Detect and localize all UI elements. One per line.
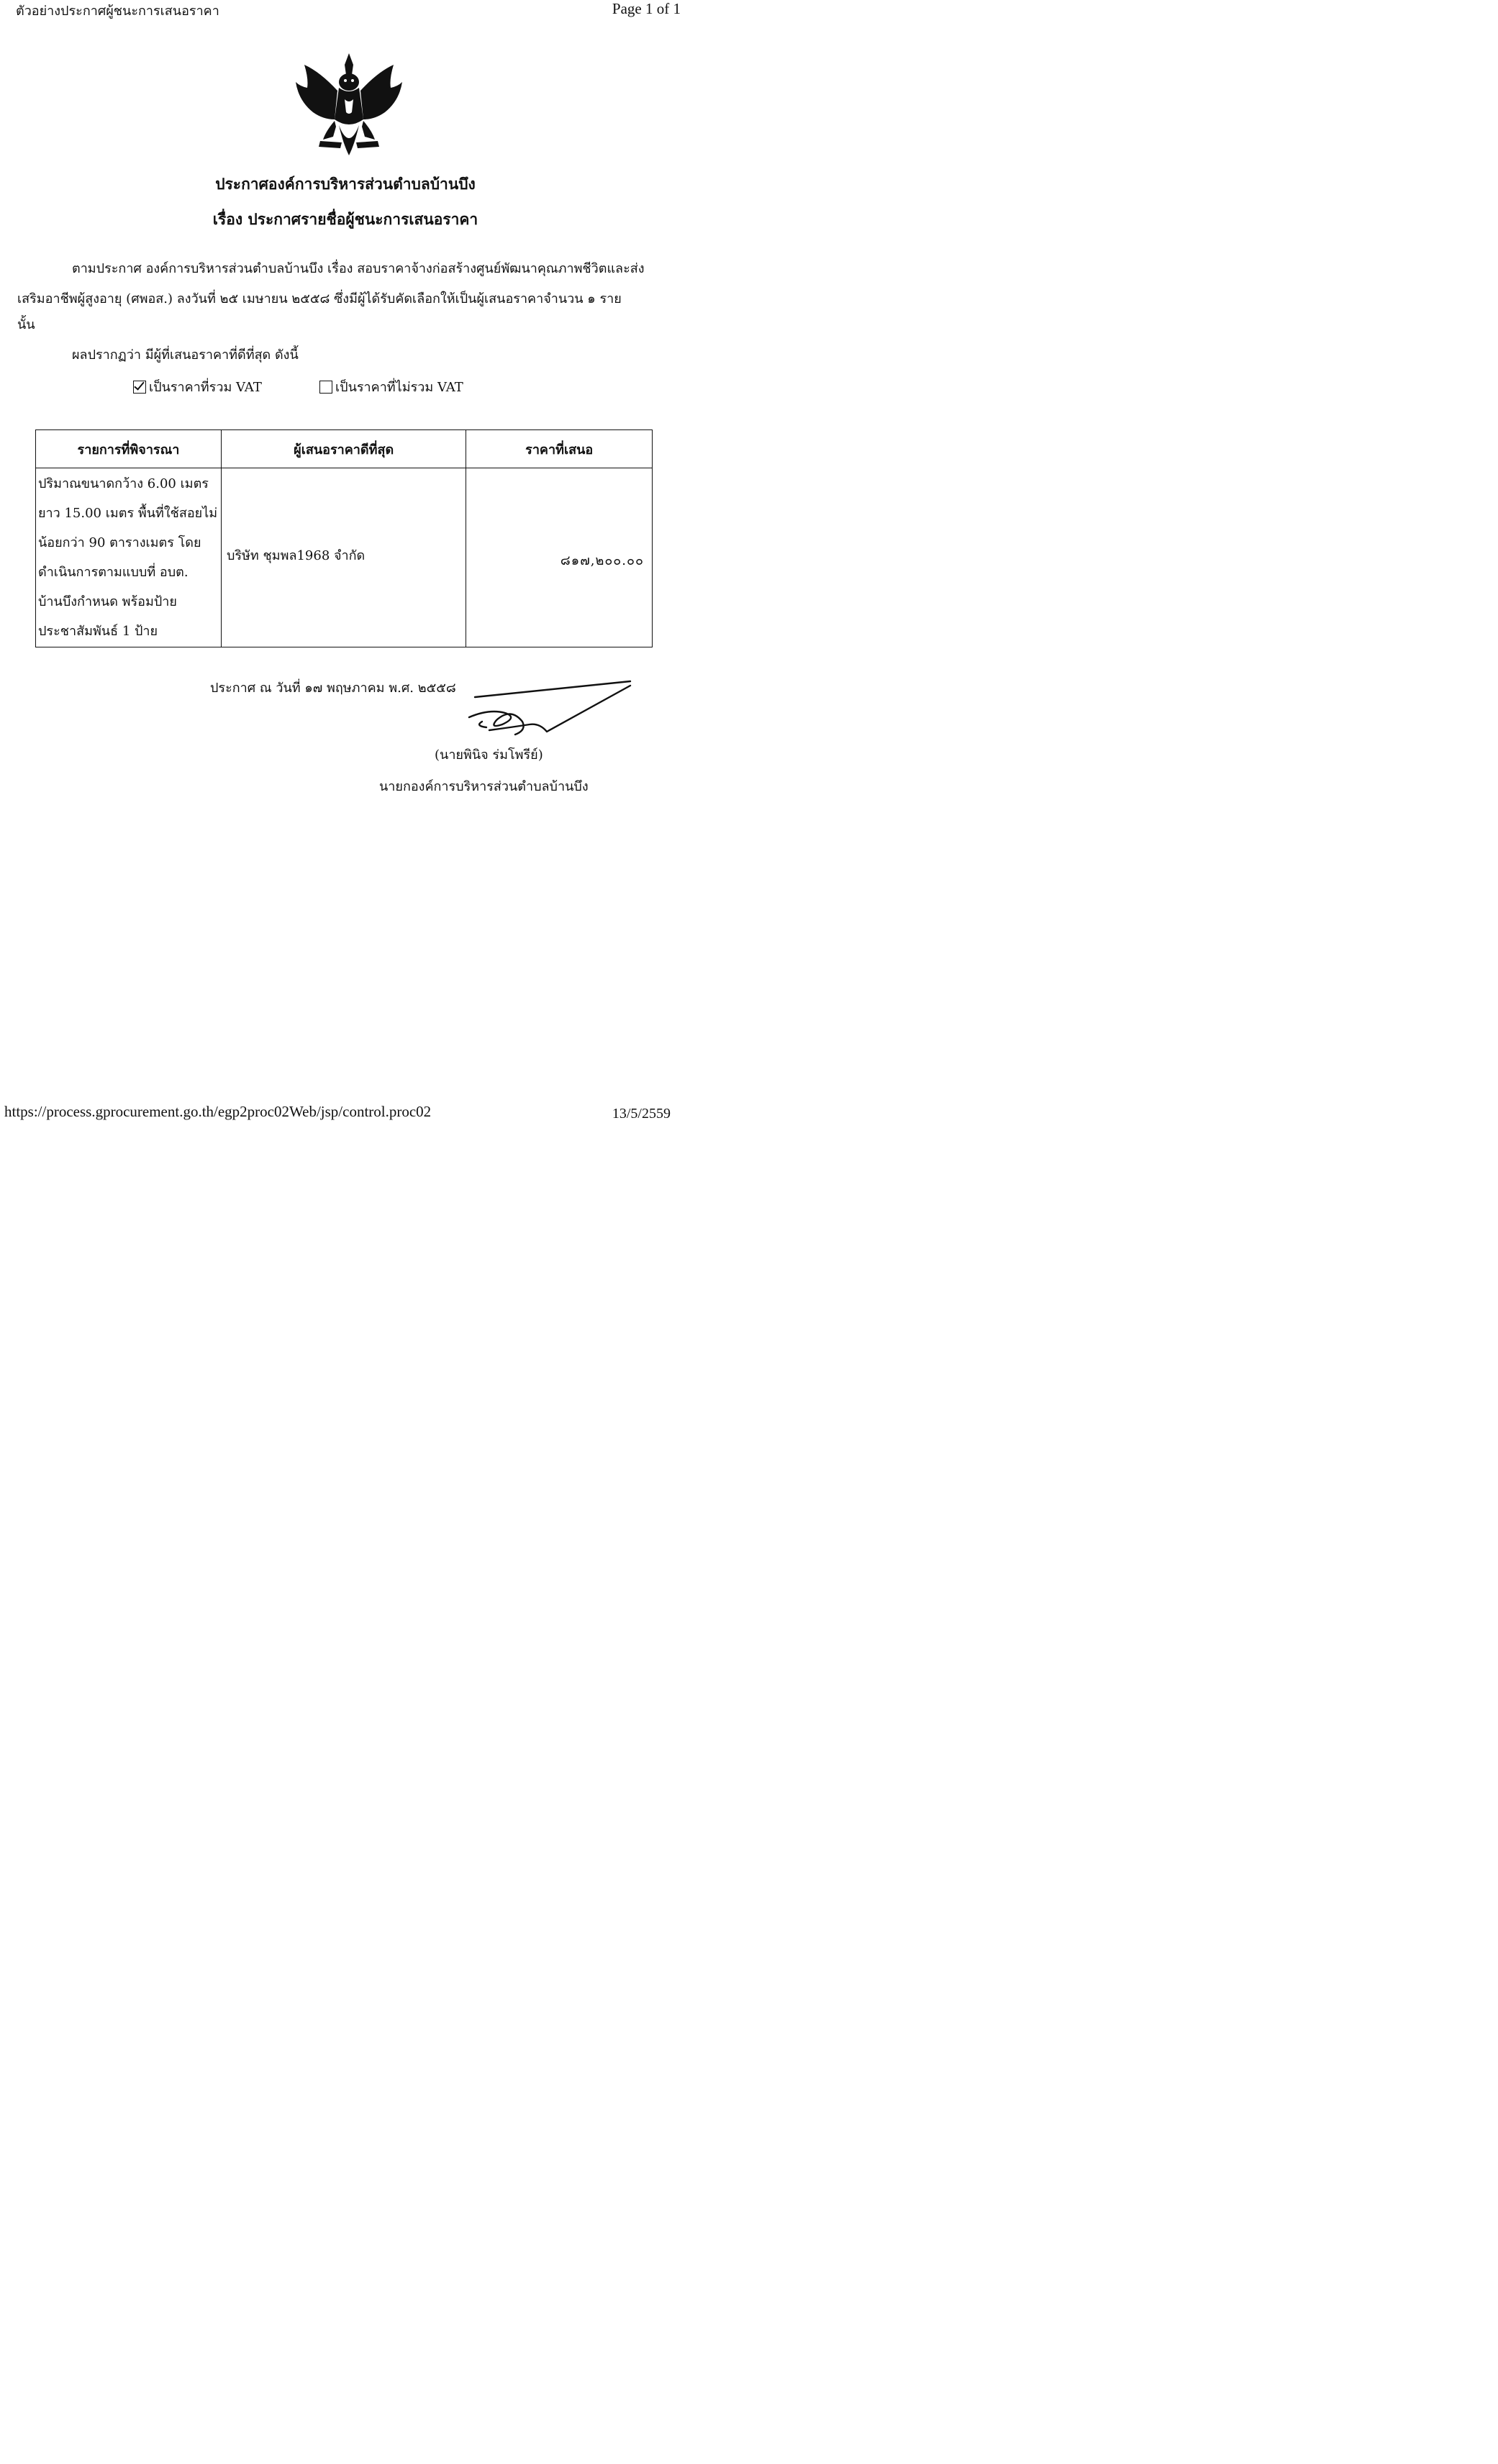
item-line: บ้านบึงกำหนด พร้อมป้าย: [38, 594, 177, 609]
offered-price: ๘๑๗,๒๐๐.๐๐: [560, 553, 644, 568]
signer-position: นายกองค์การบริหารส่วนตำบลบ้านบึง: [379, 779, 589, 794]
header-item: รายการที่พิจารณา: [36, 430, 222, 468]
body-paragraph-line-2: เสริมอาชีพผู้สูงอายุ (ศพอส.) ลงวันที่ ๒๕ เมษายน ๒๕๕๘ ซึ่งมีผู้ได้รับคัดเลือกให้เป็นผู้เสนอราคาจำนวน ๑ ราย: [17, 291, 622, 306]
item-line: ปริมาณขนาดกว้าง 6.00 เมตร: [38, 476, 209, 491]
document-header-title: ตัวอย่างประกาศผู้ชนะการเสนอราคา: [16, 4, 219, 19]
announcement-title: ประกาศองค์การบริหารส่วนตำบลบ้านบึง: [215, 175, 476, 193]
table-row: [36, 468, 653, 647]
garuda-emblem-icon: [291, 50, 407, 158]
vat-excluded-label: เป็นราคาที่ไม่รวม VAT: [335, 380, 463, 395]
header-price: ราคาที่เสนอ: [466, 430, 653, 468]
footer-url: https://process.gprocurement.go.th/egp2proc02Web/jsp/control.proc02: [4, 1103, 432, 1120]
announcement-subject: เรื่อง ประกาศรายชื่อผู้ชนะการเสนอราคา: [212, 210, 478, 228]
announcement-date: ประกาศ ณ วันที่ ๑๗ พฤษภาคม พ.ศ. ๒๕๕๘: [210, 681, 456, 696]
price-cell: [466, 468, 653, 647]
result-statement: ผลปรากฏว่า มีผู้ที่เสนอราคาที่ดีที่สุด ดังนี้: [72, 347, 299, 363]
vat-excluded-option: [319, 376, 463, 397]
signer-name: (นายพินิจ ร่มโพรีย์): [435, 747, 543, 763]
vat-included-option: [133, 376, 262, 397]
item-line: ยาว 15.00 เมตร พื้นที่ใช้สอยไม่: [38, 506, 218, 521]
checked-checkbox-icon: [133, 381, 146, 394]
item-line: ดำเนินการตามแบบที่ อบต.: [38, 565, 189, 580]
body-paragraph-line-1: ตามประกาศ องค์การบริหารส่วนตำบลบ้านบึง เรื่อง สอบราคาจ้างก่อสร้างศูนย์พัฒนาคุณภาพชีวิตและส่ง: [72, 261, 645, 276]
award-table: [35, 429, 653, 647]
item-line: น้อยกว่า 90 ตารางเมตร โดย: [38, 535, 201, 550]
handwritten-signature-icon: [460, 680, 633, 741]
page-number: Page 1 of 1: [612, 0, 681, 17]
bidder-name: บริษัท ชุมพล1968 จำกัด: [226, 548, 366, 563]
unchecked-checkbox-icon: [319, 381, 332, 394]
footer-date: 13/5/2559: [612, 1106, 671, 1122]
table-header-row: [36, 430, 653, 468]
body-paragraph-line-3: นั้น: [17, 317, 35, 332]
bidder-cell: [221, 468, 466, 647]
vat-included-label: เป็นราคาที่รวม VAT: [149, 380, 262, 395]
item-description-cell: [36, 468, 222, 647]
item-line: ประชาสัมพันธ์ 1 ป้าย: [38, 624, 158, 639]
header-bidder: ผู้เสนอราคาดีที่สุด: [221, 430, 466, 468]
